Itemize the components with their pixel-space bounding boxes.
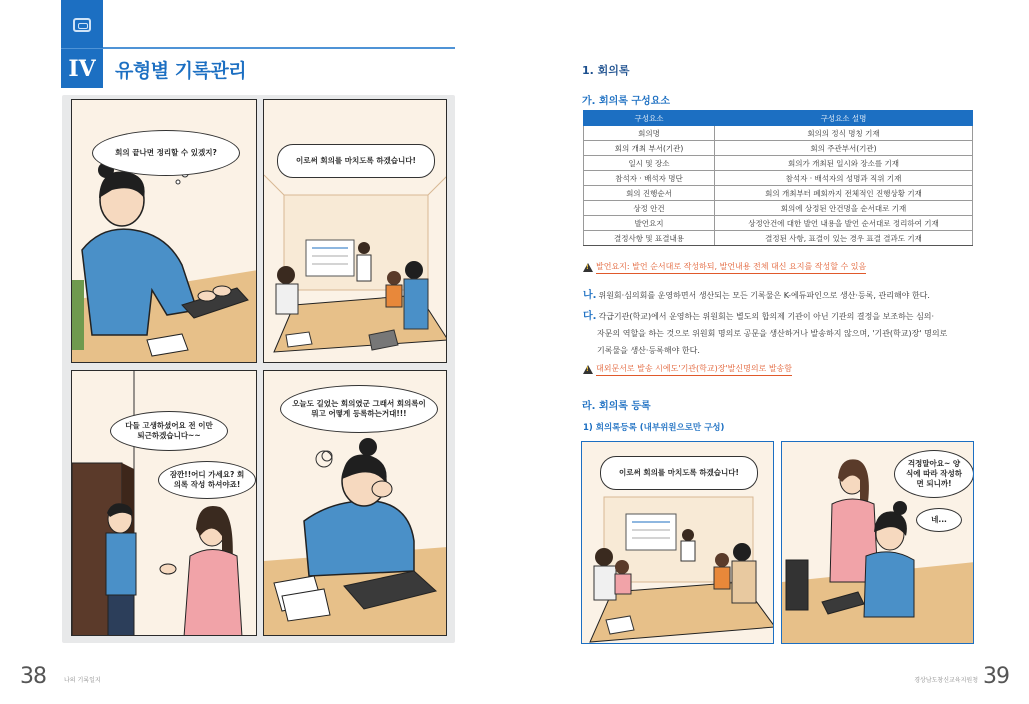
table-cell: 회의 개최 부서(기관) [584,141,715,156]
table-cell: 결정사항 및 표결내용 [584,231,715,246]
components-table [583,110,973,246]
table-cell: 회의 진행순서 [584,186,715,201]
paragraph-na [583,287,975,304]
table-cell: 회의의 정식 명칭 기재 [715,126,973,141]
meeting-room-illustration [264,100,447,363]
section-title: 1. 회의록 [582,64,630,77]
table-cell: 상정 안건 [584,201,715,216]
speech-bubble-woman: 잠깐!!어디 가세요? 회의록 작성 하셔야죠! [158,461,256,499]
table-cell: 일시 및 장소 [584,156,715,171]
chapter-divider [103,47,455,49]
paragraph-text-line3: 기록물을 생산·등록해야 한다. [597,346,700,355]
subsection-title-components: 가. 회의록 구성요소 [582,96,671,107]
table-header-row [584,111,973,126]
table-cell: 참석자 · 배석자의 성명과 직위 기재 [715,171,973,186]
table-cell: 회의가 개최된 일시와 장소를 기재 [715,156,973,171]
table-cell: 회의에 상정된 안건명을 순서대로 기재 [715,201,973,216]
table-row [584,171,973,186]
paragraph-da [583,308,975,359]
table-cell: 상정안건에 대한 발언 내용을 발언 순서대로 정리하여 기재 [715,216,973,231]
table-row [584,216,973,231]
subsection-title-registration: 라. 회의록 등록 [582,401,651,412]
comic-panel-1 [71,99,257,363]
speech-bubble-reply: 네... [916,508,962,532]
speech-bubble-coworker: 걱정말아요~ 양식에 따라 작성하면 되니까! [894,450,974,498]
thought-bubble: 회의 끝나면 정리할 수 있겠지? [92,130,240,176]
table-row [584,231,973,246]
paragraph-text-line1: 각급기관(학교)에서 운영하는 위원회는 별도의 합의제 기관이 아닌 기관의 결정을 보조하는 심의· [598,312,935,321]
speech-bubble: 이로써 회의를 마치도록 하겠습니다! [600,456,758,490]
warning-note-2 [583,363,792,376]
table-cell: 회의명 [584,126,715,141]
page-number-right: 39 [983,664,1009,689]
page-number-left: 38 [20,664,46,689]
table-row [584,126,973,141]
table-cell: 회의 개최부터 폐회까지 전체적인 진행상황 기재 [715,186,973,201]
footer-left: 나의 기록일지 [64,677,101,684]
speech-bubble: 오늘도 길었는 회의였군 그래서 회의록이 뭐고 어떻게 등록하는거대!!! [280,385,438,433]
paragraph-marker: 다. [583,311,597,322]
table-header: 구성요소 설명 [715,111,973,126]
table-cell: 발언요지 [584,216,715,231]
table-row [584,186,973,201]
speech-bubble-man: 다들 고생하셨어요 전 이만 퇴근하겠습니다~~ [110,411,228,451]
comic-panel-2 [263,99,447,363]
comic-panel-3 [71,370,257,636]
table-cell: 결정된 사항, 표결이 있는 경우 표결 결과도 기재 [715,231,973,246]
table-header: 구성요소 [584,111,715,126]
paragraph-marker: 나. [583,290,597,301]
table-row [584,201,973,216]
table-row [584,156,973,171]
subsubsection-title: 1) 회의록등록 (내부위원으로만 구성) [583,423,725,433]
warning-icon [583,263,593,272]
chapter-title: 유형별 기록관리 [115,60,247,82]
paragraph-text: 위원회·심의회를 운영하면서 생산되는 모든 기록물은 K-에듀파인으로 생산·등록, 관리해야 한다. [598,291,930,300]
chapter-number: IV [61,48,103,88]
speech-bubble: 이로써 회의를 마치도록 하겠습니다! [277,144,435,178]
table-cell: 참석자 · 배석자 명단 [584,171,715,186]
table-row [584,141,973,156]
comic-panel-right-1 [581,441,774,644]
paragraph-text-line2: 자문의 역할을 하는 것으로 위원회 명의로 공문을 생산하거나 발송하지 않으며, '기관(학교)장' 명의로 [597,329,948,338]
warning-text: 발언요지: 발언 순서대로 작성하되, 발언내용 전체 대신 요지를 작성할 수 있음 [596,261,866,274]
chapter-book-icon [73,18,91,32]
warning-icon [583,365,593,374]
comic-panel-4 [263,370,447,636]
comic-panel-right-2 [781,441,974,644]
warning-note-1 [583,261,866,274]
warning-text: 대외문서로 발송 시에도'기관(학교)장'발신명의로 발송함 [596,363,792,376]
footer-right: 경상남도창신교육지원청 [914,677,978,684]
table-cell: 회의 주관부서(기관) [715,141,973,156]
